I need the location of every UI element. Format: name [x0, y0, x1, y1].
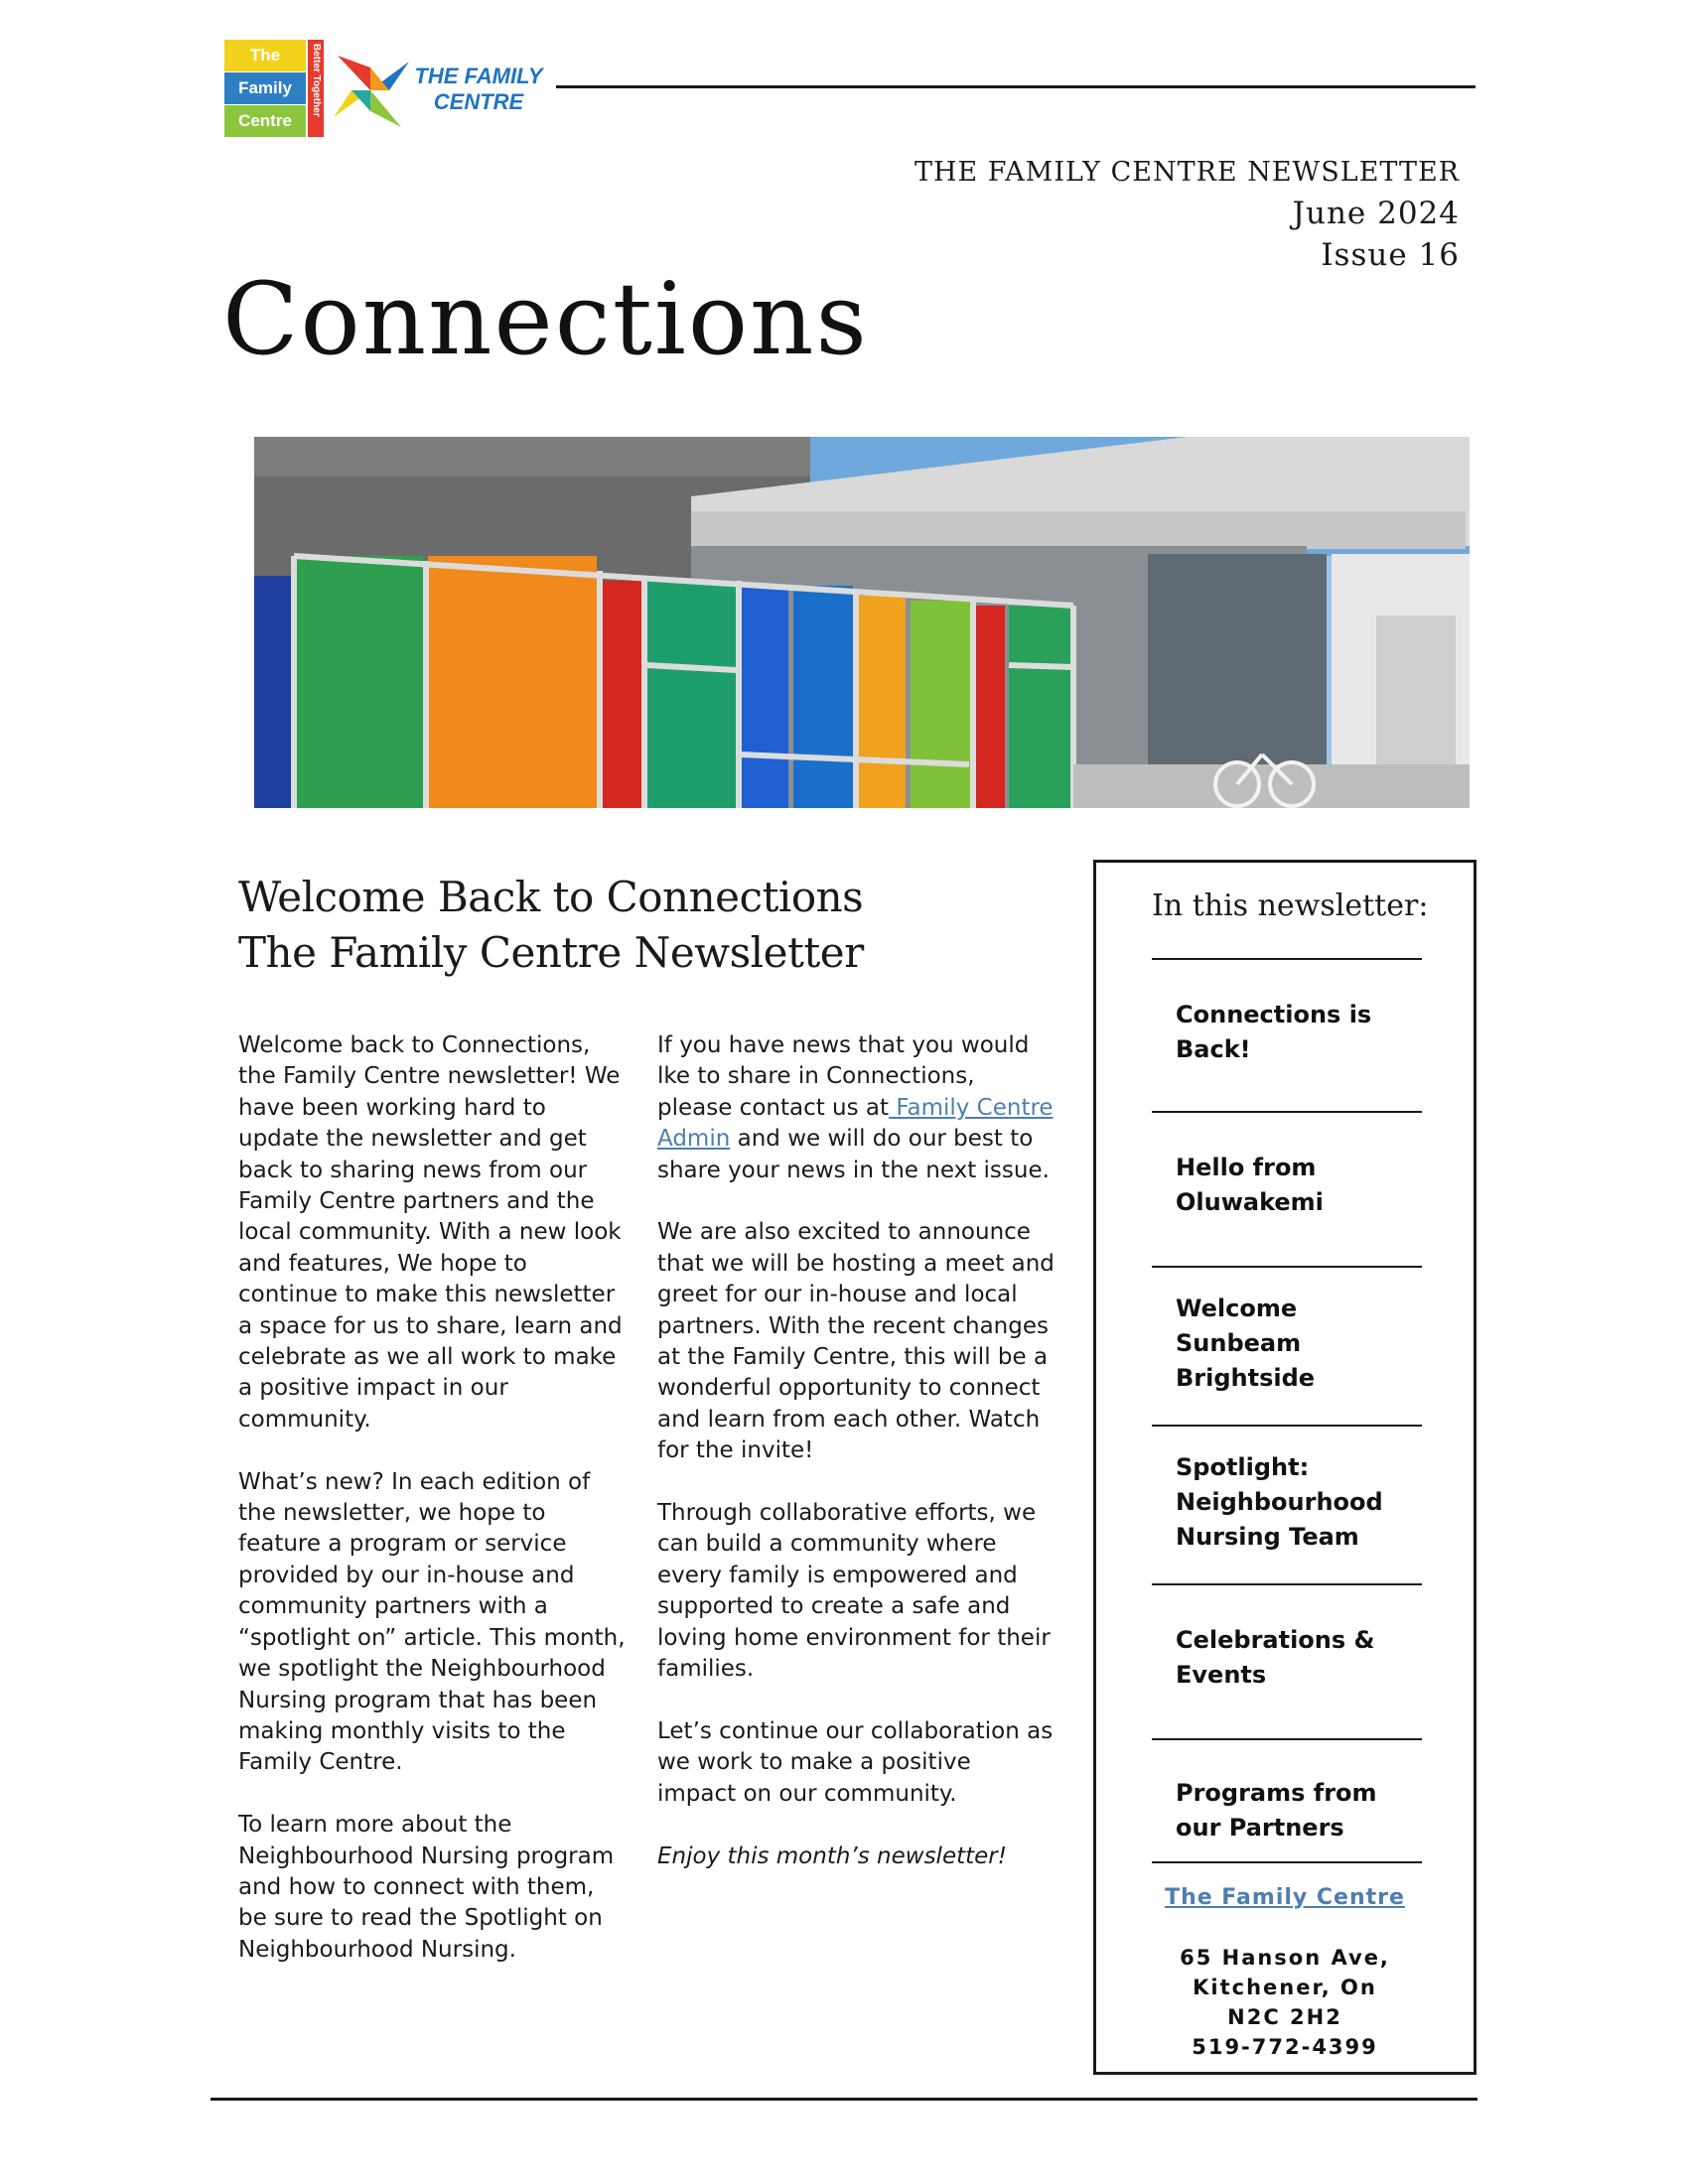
- right-paragraph-2: We are also excited to announce that we will be hosting a meet and greet for our in-house and local partners. With the recent changes at the Family Centre, this will be a wonderful opportunity to connect and learn from each other. Watch for the invite!: [657, 1219, 1055, 1464]
- brand-name: [409, 64, 548, 115]
- sidebar-divider: [1152, 1583, 1422, 1585]
- issue-date: June 2024: [1292, 196, 1460, 231]
- footer-divider: [211, 2098, 1477, 2101]
- masthead: [914, 153, 1460, 276]
- brand-name-line1: THE FAMILY: [414, 64, 543, 88]
- logo-word-family: Family: [224, 72, 306, 104]
- newsletter-contents-sidebar: [1093, 860, 1477, 2075]
- phone-number: 519-772-4399: [1192, 2035, 1378, 2059]
- contact-address: [1096, 1943, 1474, 2062]
- right-paragraph-1-text-b: and we will do our best to share your news in the next issue.: [657, 1126, 1050, 1183]
- sidebar-divider: [1152, 1111, 1422, 1113]
- right-paragraph-1: [657, 1030, 1055, 1186]
- family-centre-admin-link[interactable]: Family Centre Admin: [657, 1094, 1054, 1153]
- right-paragraph-4: Let’s continue our collaboration as we work to make a positive impact on our community.: [657, 1717, 1054, 1807]
- article-title-line1: Welcome Back to Connections: [238, 873, 864, 921]
- sidebar-heading: In this newsletter:: [1152, 888, 1429, 923]
- sidebar-item-welcome-sunbeam: Welcome Sunbeam Brightside: [1176, 1295, 1316, 1392]
- address-line-1: 65 Hanson Ave,: [1180, 1946, 1390, 1970]
- logo-word-the: The: [224, 40, 306, 71]
- sidebar-divider: [1152, 1861, 1422, 1863]
- address-line-2: Kitchener, On: [1193, 1976, 1377, 1999]
- sidebar-item-spotlight-nursing: Spotlight: Neighbourhood Nursing Team: [1176, 1453, 1383, 1551]
- sidebar-item-celebrations: Celebrations & Events: [1176, 1626, 1375, 1689]
- family-centre-square-logo: [224, 40, 324, 137]
- sidebar-divider: [1152, 1266, 1422, 1268]
- article-left-column: [238, 1030, 626, 1997]
- closing-line: Enjoy this month’s newsletter!: [657, 1843, 1007, 1869]
- sidebar-divider: [1152, 1738, 1422, 1740]
- pinwheel-logo-icon: [328, 48, 413, 133]
- logo-word-centre: Centre: [224, 105, 306, 137]
- article-title-line2: The Family Centre Newsletter: [238, 928, 864, 977]
- logo-tagline: Better Together: [311, 44, 322, 117]
- family-centre-link[interactable]: The Family Centre: [1165, 1885, 1405, 1910]
- left-paragraph-3: To learn more about the Neighbourhood Nursing program and how to connect with them, be sure to read the Spotlight on Neighbourhood Nursing.: [238, 1812, 615, 1963]
- logo-side-band: [308, 40, 324, 137]
- issue-number: Issue 16: [1321, 237, 1460, 273]
- sidebar-divider: [1152, 958, 1422, 960]
- hero-building-photo: [254, 437, 1470, 808]
- left-paragraph-1: Welcome back to Connections, the Family Centre newsletter! We have been working hard to update the newsletter and get back to sharing news from our Family Centre partners and the local community. With a new look and features, We hope to continue to make this newsletter a space for us to share, learn and celebrate as we all work to make a positive impact in our community.: [238, 1032, 623, 1433]
- left-paragraph-2: What’s new? In each edition of the newsletter, we hope to feature a program or service provided by our in-house and community partners with a “spotlight on” article. This month, we spotlight the Neighbourhood Nursing program that has been making monthly visits to the Family Centre.: [238, 1468, 626, 1776]
- newsletter-name: THE FAMILY CENTRE NEWSLETTER: [914, 157, 1460, 188]
- address-line-3: N2C 2H2: [1227, 2005, 1342, 2029]
- sidebar-item-connections-back: Connections is Back!: [1176, 1001, 1372, 1063]
- article-right-column: [657, 1030, 1055, 1903]
- header-divider: [556, 85, 1476, 88]
- right-paragraph-3: Through collaborative efforts, we can build a community where every family is empowered and supported to create a safe and loving home environment for their families.: [657, 1500, 1051, 1683]
- sidebar-item-hello-oluwakemi: Hello from Oluwakemi: [1176, 1154, 1324, 1216]
- brand-name-line2: CENTRE: [433, 89, 524, 114]
- sidebar-divider: [1152, 1425, 1422, 1427]
- sidebar-item-programs: Programs from our Partners: [1176, 1779, 1377, 1842]
- article-title: [238, 870, 864, 981]
- newsletter-title: Connections: [222, 261, 869, 377]
- right-paragraph-1-text-a: If you have news that you would lke to share in Connections, please contact us at: [657, 1032, 1030, 1121]
